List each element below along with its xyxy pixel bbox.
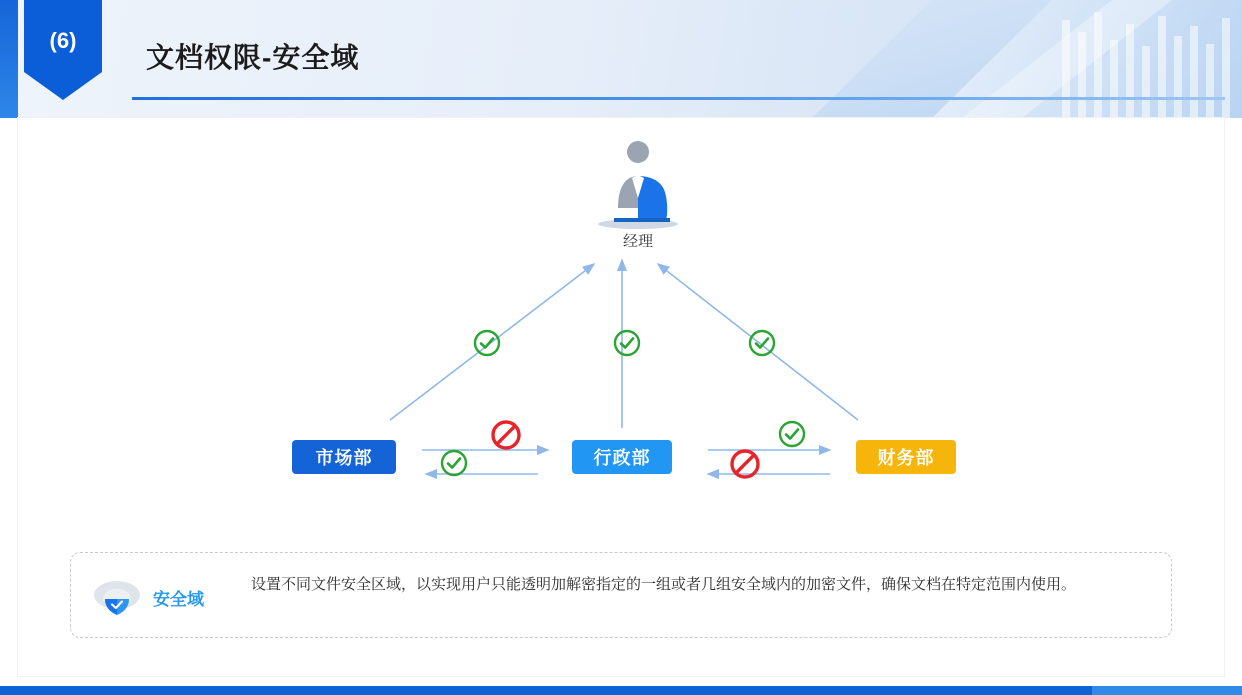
page-title: 文档权限-安全域 bbox=[146, 42, 360, 73]
badge-label: (6) bbox=[49, 28, 77, 53]
bottom-bar bbox=[0, 686, 1242, 695]
forbidden-icon bbox=[489, 418, 523, 452]
note-text: 设置不同文件安全区域，以实现用户只能透明加解密指定的一组或者几组安全域内的加密文件，确保文档在特定范围内使用。 bbox=[251, 576, 1077, 593]
header-left-strip bbox=[0, 0, 18, 118]
slide-number-badge bbox=[24, 0, 102, 100]
shield-cloud-icon bbox=[89, 575, 145, 619]
title-divider bbox=[132, 97, 1225, 100]
businessman-icon bbox=[588, 136, 688, 236]
permission-diagram bbox=[18, 118, 1224, 538]
bottom-bar-accent bbox=[1092, 686, 1242, 695]
note-tag: 安全域 bbox=[153, 590, 204, 609]
node-market[interactable]: 市场部 bbox=[292, 440, 396, 474]
manager-label: 经理 bbox=[622, 233, 653, 250]
content-card bbox=[18, 118, 1224, 676]
node-admin[interactable]: 行政部 bbox=[572, 440, 672, 474]
note-box bbox=[70, 552, 1172, 638]
check-circle-icon bbox=[472, 328, 502, 358]
check-circle-icon bbox=[439, 448, 469, 478]
node-finance[interactable]: 财务部 bbox=[856, 440, 956, 474]
header-decoration bbox=[812, 0, 1242, 118]
check-circle-icon bbox=[747, 328, 777, 358]
check-circle-icon bbox=[777, 419, 807, 449]
check-circle-icon bbox=[612, 328, 642, 358]
forbidden-icon bbox=[728, 447, 762, 481]
